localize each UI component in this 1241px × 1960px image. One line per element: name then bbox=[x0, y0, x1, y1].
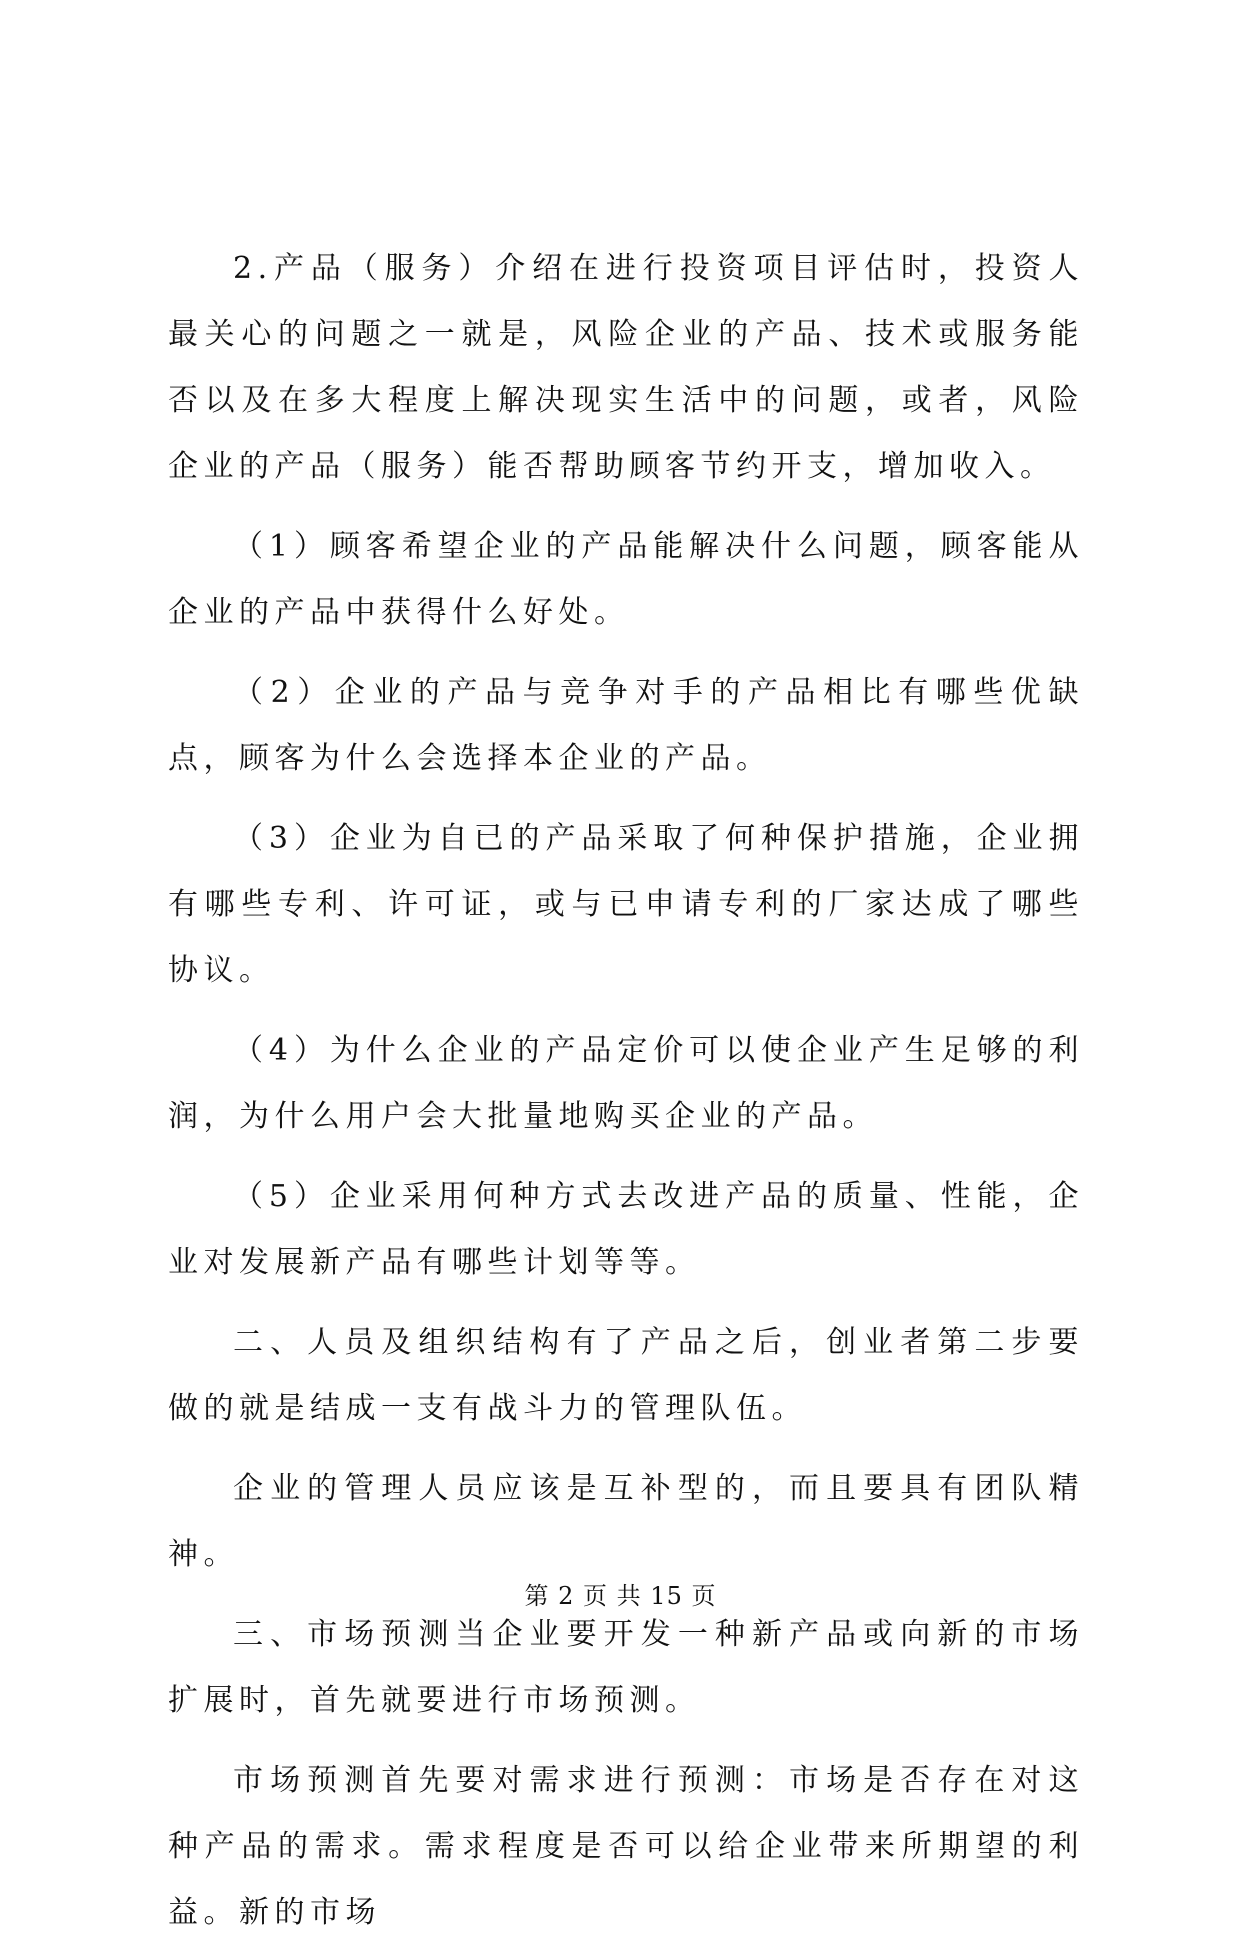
paragraph-section-market: 三、市场预测当企业要开发一种新产品或向新的市场扩展时，首先就要进行市场预测。 bbox=[168, 1617, 1084, 1718]
paragraph-item-4: （4）为什么企业的产品定价可以使企业产生足够的利润，为什么用户会大批量地购买企业的产品。 bbox=[168, 1033, 1084, 1134]
paragraph-item-5: （5）企业采用何种方式去改进产品的质量、性能，企业对发展新产品有哪些计划等等。 bbox=[168, 1179, 1084, 1280]
paragraph-management: 企业的管理人员应该是互补型的，而且要具有团队精神。 bbox=[168, 1471, 1084, 1572]
paragraph-item-3: （3）企业为自已的产品采取了何种保护措施，企业拥有哪些专利、许可证，或与已申请专利的厂家达成了哪些协议。 bbox=[168, 821, 1084, 988]
paragraph-item-2: （2）企业的产品与竞争对手的产品相比有哪些优缺点，顾客为什么会选择本企业的产品。 bbox=[168, 675, 1084, 776]
paragraph-item-1: （1）顾客希望企业的产品能解决什么问题，顾客能从企业的产品中获得什么好处。 bbox=[168, 529, 1084, 630]
page-number-footer: 第 2 页 共 15 页 bbox=[524, 1582, 717, 1610]
paragraph-demand-forecast: 市场预测首先要对需求进行预测：市场是否存在对这种产品的需求。需求程度是否可以给企业带来所期望的利益。新的市场 bbox=[168, 1763, 1084, 1930]
document-body bbox=[168, 236, 1084, 1960]
paragraph-product-intro: 2.产品（服务）介绍在进行投资项目评估时，投资人最关心的问题之一就是，风险企业的产品、技术或服务能否以及在多大程度上解决现实生活中的问题，或者，风险企业的产品（服务）能否帮助顾客节约开支，增加收入。 bbox=[168, 251, 1084, 484]
paragraph-section-personnel: 二、人员及组织结构有了产品之后，创业者第二步要做的就是结成一支有战斗力的管理队伍。 bbox=[168, 1325, 1084, 1426]
